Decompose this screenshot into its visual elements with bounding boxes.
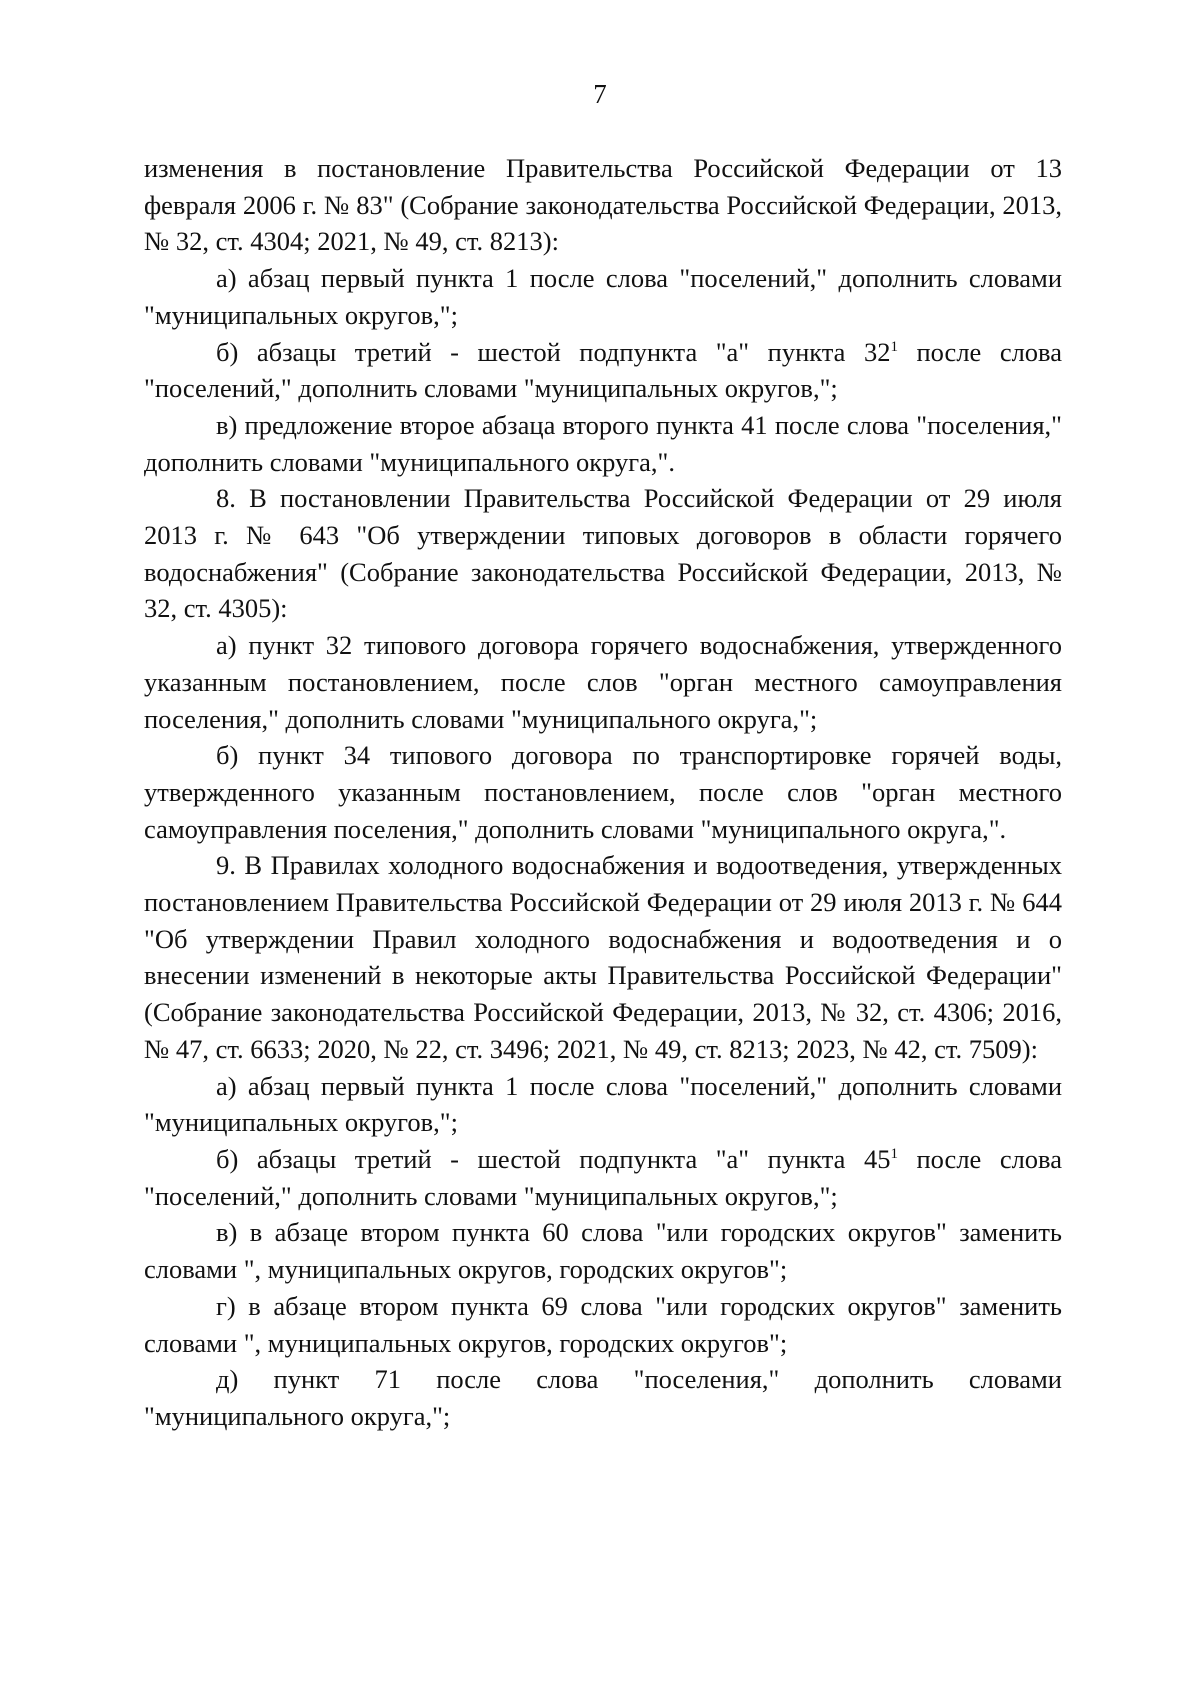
superscript-index: 1 (890, 338, 898, 355)
paragraph-text-start: б) абзацы третий - шестой подпункта "а" пункта 32 (216, 336, 891, 367)
paragraph-item-g: г) в абзаце втором пункта 69 слова "или городских округов" заменить словами ", муниципальных округов, городских округов"; (144, 1290, 1062, 1358)
paragraph-item-b (144, 1141, 1062, 1214)
paragraph-item-v: в) предложение второе абзаца второго пункта 41 после слова "поселения," дополнить словами "муниципального округа,". (144, 409, 1062, 477)
document-body (144, 150, 1062, 1435)
paragraph-section-9: 9. В Правилах холодного водоснабжения и водоотведения, утвержденных постановлением Правительства Российской Федерации от 29 июля 2013 г. № 644 "Об утверждении Правил холодного водоснабжения и водоотведения и о внесении изменений в некоторые акты Правительства Российской Федерации" (Собрание законодательства Российской Федерации, 2013, № 32, ст. 4306; 2016, № 47, ст. 6633; 2020, № 22, ст. 3496; 2021, № 49, ст. 8213; 2023, № 42, ст. 7509): (144, 850, 1062, 1064)
paragraph-item-b: б) пункт 34 типового договора по транспортировке горячей воды, утвержденного указанным постановлением, после слов "орган местного самоуправления поселения," дополнить словами "муниципального округа,". (144, 740, 1062, 844)
paragraph-item-a: а) абзац первый пункта 1 после слова "поселений," дополнить словами "муниципальных округов,"; (144, 1070, 1062, 1138)
paragraph-continuation: изменения в постановление Правительства Российской Федерации от 13 февраля 2006 г. № 83" (Собрание законодательства Российской Федерации, 2013, № 32, ст. 4304; 2021, № 49, ст. 8213): (144, 153, 1062, 257)
paragraph-item-b (144, 334, 1062, 407)
paragraph-text-end: после слова "поселений," дополнить словами "муниципальных округов,"; (144, 336, 1062, 404)
paragraph-item-a: а) абзац первый пункта 1 после слова "поселений," дополнить словами "муниципальных округов,"; (144, 263, 1062, 330)
paragraph-item-d: д) пункт 71 после слова "поселения," дополнить словами "муниципального округа,"; (144, 1364, 1062, 1431)
paragraph-text-end: после слова "поселений," дополнить словами "муниципальных округов,"; (144, 1143, 1062, 1211)
paragraph-text-start: б) абзацы третий - шестой подпункта "а" пункта 45 (216, 1143, 891, 1174)
superscript-index: 1 (890, 1146, 898, 1163)
paragraph-item-a: а) пункт 32 типового договора горячего водоснабжения, утвержденного указанным постановлением, после слов "орган местного самоуправления поселения," дополнить словами "муниципального округа,"; (144, 630, 1062, 734)
paragraph-section-8: 8. В постановлении Правительства Российской Федерации от 29 июля 2013 г. № 643 "Об утверждении типовых договоров в области горячего водоснабжения" (Собрание законодательства Российской Федерации, 2013, № 32, ст. 4305): (144, 483, 1062, 624)
page-number: 7 (593, 79, 607, 109)
paragraph-item-v: в) в абзаце втором пункта 60 слова "или городских округов" заменить словами ", муниципальных округов, городских округов"; (144, 1217, 1062, 1285)
